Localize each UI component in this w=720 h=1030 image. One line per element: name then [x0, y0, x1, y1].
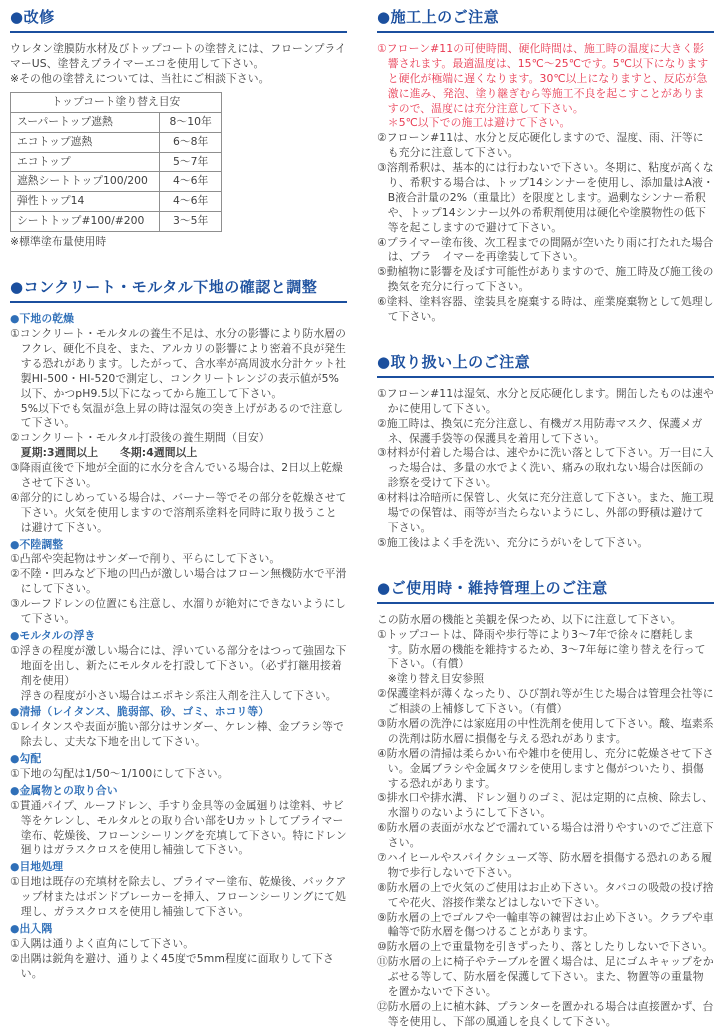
replacement-years-cell: 4～6年 [160, 192, 222, 212]
product-name-cell: エコトップ [11, 152, 160, 172]
subsection-title: ●出入隅 [10, 921, 53, 935]
list-item: ①トップコートは、降雨や歩行等により3～7年で徐々に磨耗します。防水層の機能を維持するため、3～7年毎に塗り替えを行って下さい。（有償） [377, 627, 706, 671]
list-item: ④部分的にしめっている場合は、バーナー等でその部分を乾燥させて下さい。火気を使用しますので溶剤系塗料を同時に取り扱うことは避けて下さい。 [10, 490, 347, 534]
subsection-title: ●モルタルの浮き [10, 628, 96, 642]
section-title-concrete-substrate: ●コンクリート・モルタル下地の確認と調整 [10, 278, 347, 303]
list-item: ①下地の勾配は1/50～1/100にして下さい。 [10, 766, 229, 780]
list-item: ⑨防水層の上でゴルフや一輪車等の練習はお止め下さい。クラブや車輪等で防水層を傷つけることがあります。 [377, 910, 714, 939]
list-item: ①目地は既存の充填材を除去し、プライマー塗布、乾燥後、バックアップ材またはボンドブレーカーを挿入、フローンシーリングにて処理し、ガラスクロスを使用し補強して下さい。 [10, 875, 347, 918]
section-title-goshiyou-iji-kanri: ●ご使用時・維持管理上のご注意 [377, 579, 714, 604]
table-row [11, 172, 222, 192]
table-row [11, 132, 222, 152]
replacement-years-cell: 3～5年 [160, 212, 222, 232]
replacement-years-cell: 5～7年 [160, 152, 222, 172]
left-column [10, 8, 347, 1030]
item-continuation: 5%以下でも気温が急上昇の時は湿気の突き上げがあるので注意して下さい。 [20, 401, 344, 430]
list-item: ④防水層の清掃は柔らかい布や雑巾を使用し、充分に乾燥させて下さい。金属ブラシや金属タワシを使用しますと傷がついたり、損傷する恐れがあります。 [377, 746, 714, 790]
product-name-cell: シートトップ#100/#200 [11, 212, 160, 232]
list-item: ②コンクリート・モルタル打設後の養生期間（目安） [10, 431, 270, 445]
section-title-kaishu: ●改修 [10, 8, 347, 33]
product-name-cell: 弾性トップ14 [11, 192, 160, 212]
list-item: ⑥塗料、塗料容器、塗装具を廃棄する時は、産業廃棄物として処理して下さい。 [377, 295, 714, 324]
section-concrete-substrate [10, 278, 347, 981]
list-item: ①フローン#11は湿気、水分と反応硬化します。開缶したものは速やかに使用して下さい。 [377, 386, 714, 415]
replacement-years-cell: 8～10年 [160, 112, 222, 132]
list-item: ④材料は冷暗所に保管し、火気に充分注意して下さい。また、施工現場での保管は、雨等が当たらないようにし、外部の野積は避けて下さい。 [377, 491, 714, 534]
section-title-toriatsukai-chuui: ●取り扱い上のご注意 [377, 353, 714, 378]
product-name-cell: エコトップ遮熱 [11, 132, 160, 152]
list-item: ①コンクリート・モルタルの養生不足は、水分の影響により防水層のフクレ、硬化不良を、また、アルカリの影響により密着不良が発生する恐れがあります。したがって、含水率が高周波水分計ケット社製HI-500・HI-520で測定し、コンクリートレンジの表示値が5%以下、かつpH9.5以下になってから施工して下さい。 [10, 327, 347, 400]
section-kaishu [10, 8, 347, 250]
list-item: ②保護塗料が薄くなったり、ひび割れ等が生じた場合は管理会社等にご相談の上補修して下さい。（有償） [377, 687, 714, 716]
list-item: ⑧防水層の上で火気のご使用はお止め下さい。タバコの吸殻の投げ捨てや花火、溶接作業などはしないで下さい。 [377, 880, 714, 909]
right-column [377, 8, 714, 1030]
list-item: ③溶剤希釈は、基本的には行わないで下さい。冬期に、粘度が高くなり、希釈する場合は、トップ14シンナーを使用し、添加量はA液・B液合計量の2%（重量比）を限度とします。過剰なシンナー希釈や、トップ14シンナー以外の希釈剤使用は硬化や塗膜物性の低下等を起こしますので避けて下さい。 [377, 161, 714, 234]
list-item: ③降雨直後で下地が全面的に水分を含んでいる場合は、2日以上乾燥させて下さい。 [10, 461, 343, 490]
list-item: ②出隅は鋭角を避け、通りよく45度で5mm程度に面取りして下さい。 [10, 951, 334, 980]
list-item: ⑤施工後はよく手を洗い、充分にうがいをして下さい。 [377, 535, 649, 549]
list-item: ①浮きの程度が激しい場合には、浮いている部分をはつって強固な下地面を出し、新たにモルタルを打設して下さい。（必ず打継用接着剤を使用） [10, 643, 347, 687]
subsection-title: ●下地の乾燥 [10, 312, 75, 326]
paragraph: ※標準塗布量使用時 [10, 235, 107, 249]
subsection-title: ●金属物との取り合い [10, 783, 118, 797]
paragraph: ※その他の塗替えについては、当社にご相談下さい。 [10, 71, 270, 85]
list-item: ⑦ハイヒールやスパイクシューズ等、防水層を損傷する恐れのある履物で歩行しないで下さい。 [377, 850, 713, 879]
section-title-sekou-chuui: ●施工上のご注意 [377, 8, 714, 33]
item-continuation: 浮きの程度が小さい場合はエポキシ系注入剤を注入して下さい。 [20, 688, 337, 702]
subsection-title: ●勾配 [10, 752, 42, 766]
list-item: ③材料が付着した場合は、速やかに洗い落として下さい。万一目に入った場合は、多量の水でよく洗い、痛みの取れない場合は医師の診察を受けて下さい。 [377, 446, 714, 490]
list-item: ⑫防水層の上に植木鉢、プランターを置かれる場合は直接置かず、台等を使用し、下部の風通しを良くして下さい。 [377, 999, 714, 1028]
list-item: ①フローン#11の可使時間、硬化時間は、施工時の温度に大きく影響されます。最適温度は、15℃～25℃です。5℃以下になりますと硬化が極端に遅くなります。30℃以上になりますと、反応が急激に進み、発泡、塗り継ぎむら等施工不良を起こすことがありますので、温度には充分注意して下さい。 [377, 42, 709, 115]
subsection-title: ●清掃（レイタンス、脆弱部、砂、ゴミ、ホコリ等） [10, 705, 270, 719]
table-header-row [11, 92, 222, 112]
product-name-cell: 遮熱シートトップ100/200 [11, 172, 160, 192]
replacement-years-cell: 4～6年 [160, 172, 222, 192]
section-toriatsukai-chuui [377, 353, 714, 551]
table-row [11, 212, 222, 232]
list-item: ①貫通パイプ、ルーフドレン、手すり金具等の金属廻りは塗料、サビ等をケレンし、モルタルとの取り合い部をUカットしてプライマー塗布、乾燥後、フローンシーリングを充填して下さい。特にドレン廻りはガラスクロスを使用し補強して下さい。 [10, 798, 347, 857]
paragraph: ウレタン塗膜防水材及びトップコートの塗替えには、フローンプライマーUS、塗替えプライマーエコを使用して下さい。 [10, 42, 346, 70]
section-sekou-chuui [377, 8, 714, 325]
list-item: ①入隅は通りよく直角にして下さい。 [10, 936, 195, 950]
table-row [11, 192, 222, 212]
section-goshiyou-iji-kanri [377, 579, 714, 1030]
paragraph: この防水層の機能と美観を保つため、以下に注意して下さい。 [377, 612, 682, 626]
subsection-title: ●目地処理 [10, 860, 64, 874]
bold-line: 夏期:3週間以上 冬期:4週間以上 [20, 446, 198, 460]
list-item: ②不陸・凹みなど下地の凹凸が激しい場合はフローン無機防水で平滑にして下さい。 [10, 567, 347, 596]
item-continuation: ＊5℃以下での施工は避けて下さい。 [387, 116, 571, 130]
list-item: ⑥防水層の表面が水などで濡れている場合は滑りやすいのでご注意下さい。 [377, 821, 714, 850]
replacement-years-cell: 6～8年 [160, 132, 222, 152]
list-item: ①凸部や突起物はサンダーで削り、平らにして下さい。 [10, 552, 281, 566]
list-item: ②施工時は、換気に充分注意し、有機ガス用防毒マスク、保護メガネ、保護手袋等の保護具を着用して下さい。 [377, 416, 703, 445]
table-row [11, 112, 222, 132]
list-item: ⑩防水層の上で重量物を引きずったり、落としたりしないで下さい。 [377, 940, 714, 954]
list-item: ④プライマー塗布後、次工程までの間隔が空いたり雨に打たれた場合は、プラ イマーを再塗装して下さい。 [377, 235, 714, 264]
list-item: ⑪防水層の上に椅子やテーブルを置く場合は、足にゴムキャップをかぶせる等して、防水層を保護して下さい。また、物置等の重量物を置かないで下さい。 [377, 955, 714, 998]
topcoat-replacement-table [10, 92, 222, 233]
list-item: ⑤排水口や排水溝、ドレン廻りのゴミ、泥は定期的に点検、除去し、水溜りのないようにして下さい。 [377, 791, 713, 820]
list-item: ⑤動植物に影響を及ぼす可能性がありますので、施工時及び施工後の換気を充分に行って下さい。 [377, 265, 714, 294]
list-item: ③防水層の洗浄には家庭用の中性洗剤を使用して下さい。酸、塩素系の洗剤は防水層に損傷を与える恐れがあります。 [377, 716, 714, 745]
table-header: トップコート塗り替え目安 [11, 92, 222, 112]
list-item: ①レイタンスや表面が脆い部分はサンダー、ケレン棒、金ブラシ等で除去し、丈夫な下地を出して下さい。 [10, 720, 344, 749]
subsection-title: ●不陸調整 [10, 537, 64, 551]
product-name-cell: スーパートップ遮熱 [11, 112, 160, 132]
table-row [11, 152, 222, 172]
item-continuation: ※塗り替え目安参照 [387, 672, 485, 686]
list-item: ②フローン#11は、水分と反応硬化しますので、湿度、雨、汗等にも充分に注意して下さい。 [377, 131, 704, 160]
list-item: ③ルーフドレンの位置にも注意し、水溜りが絶対にできないようにして下さい。 [10, 597, 346, 626]
